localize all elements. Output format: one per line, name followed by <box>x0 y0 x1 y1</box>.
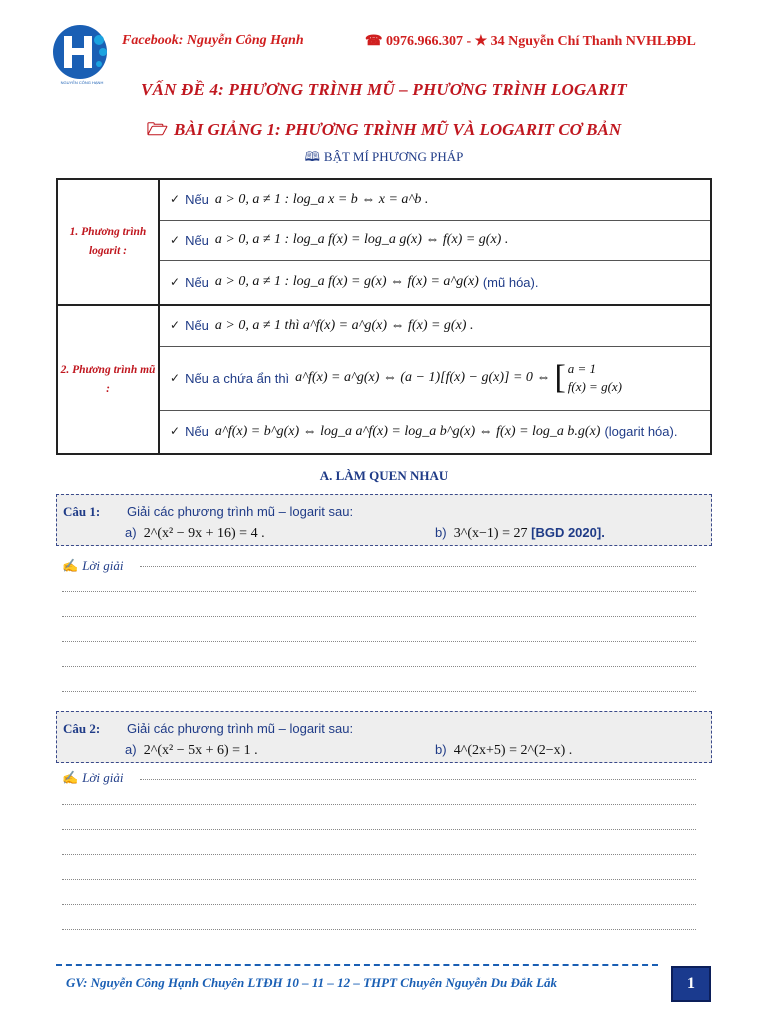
answer-line <box>62 879 696 880</box>
formula: a > 0, a ≠ 1 thì a^f(x) = a^g(x) ⇔ f(x) = g(x) . <box>214 317 474 333</box>
answer-line <box>62 641 696 642</box>
lecture-title-row <box>0 117 768 146</box>
solution-label: ✍ Lời giải <box>62 558 124 573</box>
question-prompt: Giải các phương trình mũ – logarit sau: <box>127 504 354 519</box>
case-brace: [ a = 1 f(x) = g(x) <box>554 359 623 396</box>
section-heading: A. LÀM QUEN NHAU <box>319 468 449 483</box>
page-number: 1 <box>671 966 711 1002</box>
method-row: ✓ Nếu a^f(x) = b^g(x) ⇔ log_a a^f(x) = log_a b^g(x) ⇔ f(x) = log_a b.g(x) (logarit hóa). <box>57 410 711 454</box>
method-heading: BẬT MÍ PHƯƠNG PHÁP <box>323 149 464 164</box>
method-row: 1. Phương trình logarit : ✓ Nếu a > 0, a ≠ 1 : log_a x = b ⇔ x = a^b . <box>57 179 711 220</box>
question-part-b: b) 4^(2x+5) = 2^(2−x) . <box>435 742 573 758</box>
answer-line <box>62 666 696 667</box>
group-label-logarit: 1. Phương trình logarit : <box>57 179 159 305</box>
logo-caption: NGUYỄN CÔNG HẠNH <box>60 80 104 85</box>
check-icon: ✓ <box>170 232 181 247</box>
answer-line <box>62 904 696 905</box>
book-icon: 🕮 <box>304 149 320 164</box>
pencil-icon: ✍ <box>62 558 79 573</box>
formula: a > 0, a ≠ 1 : log_a f(x) = log_a g(x) ⇔ f(x) = g(x) . <box>214 232 509 247</box>
question-number: Câu 2: <box>63 721 101 736</box>
chapter-title: VẤN ĐỀ 4: PHƯƠNG TRÌNH MŨ – PHƯƠNG TRÌNH LOGARIT <box>141 80 627 99</box>
answer-line <box>140 779 696 780</box>
footer-divider <box>56 964 658 966</box>
question-box <box>56 711 712 763</box>
answer-line <box>140 566 696 567</box>
method-row: 2. Phương trình mũ : ✓ Nếu a > 0, a ≠ 1 thì a^f(x) = a^g(x) ⇔ f(x) = g(x) . <box>57 305 711 346</box>
check-icon: ✓ <box>170 424 181 439</box>
folder-icon: 🗁 <box>146 120 168 139</box>
answer-line <box>62 854 696 855</box>
contact-info: ☎ 0976.966.307 - ★ 34 Nguyễn Chí Thanh NVHLĐĐL <box>365 34 696 49</box>
solution-label: ✍ Lời giải <box>62 770 124 785</box>
answer-line <box>62 591 696 592</box>
method-row: ✓ Nếu a > 0, a ≠ 1 : log_a f(x) = g(x) ⇔ f(x) = a^g(x) (mũ hóa). <box>57 260 711 305</box>
question-part-a: a) 2^(x² − 5x + 6) = 1 . <box>125 742 258 758</box>
answer-line <box>62 616 696 617</box>
question-part-a: a) 2^(x² − 9x + 16) = 4 . <box>125 525 265 541</box>
pencil-icon: ✍ <box>62 770 79 785</box>
method-row: ✓ Nếu a chứa ẩn thì a^f(x) = a^g(x) ⇔ (a − 1)[f(x) − g(x)] = 0 ⇔ [ a = 1 f(x) = g(x) <box>57 346 711 410</box>
lecture-title: BÀI GIẢNG 1: PHƯƠNG TRÌNH MŨ VÀ LOGARIT CƠ BẢN <box>173 120 622 139</box>
formula: a > 0, a ≠ 1 : log_a f(x) = g(x) ⇔ f(x) = a^g(x) <box>214 274 479 290</box>
check-icon: ✓ <box>170 274 181 289</box>
formula: a > 0, a ≠ 1 : log_a x = b ⇔ x = a^b . <box>214 191 429 207</box>
formula: a^f(x) = b^g(x) ⇔ log_a a^f(x) = log_a b^g(x) ⇔ f(x) = log_a b.g(x) <box>214 423 601 439</box>
method-heading-row <box>0 148 768 170</box>
method-row: ✓ Nếu a > 0, a ≠ 1 : log_a f(x) = log_a g(x) ⇔ f(x) = g(x) . <box>57 220 711 260</box>
check-icon: ✓ <box>170 318 181 333</box>
footer-text: GV: Nguyễn Công Hạnh Chuyên LTĐH 10 – 11 – 12 – THPT Chuyên Nguyễn Du Đắk Lắk <box>66 975 558 990</box>
question-number: Câu 1: <box>63 504 101 519</box>
group-label-mu: 2. Phương trình mũ : <box>57 305 159 454</box>
formula: a^f(x) = a^g(x) ⇔ (a − 1)[f(x) − g(x)] = 0 ⇔ <box>295 370 551 385</box>
answer-line <box>62 691 696 692</box>
question-box <box>56 494 712 546</box>
method-table <box>56 178 712 455</box>
question-prompt: Giải các phương trình mũ – logarit sau: <box>127 721 354 736</box>
answer-line <box>62 804 696 805</box>
check-icon: ✓ <box>170 192 181 207</box>
answer-line <box>62 929 696 930</box>
facebook-link[interactable]: Facebook: Nguyễn Công Hạnh <box>122 33 304 48</box>
check-icon: ✓ <box>170 370 181 385</box>
question-part-b: b) 3^(x−1) = 27 [BGD 2020]. <box>435 525 605 541</box>
answer-line <box>62 829 696 830</box>
